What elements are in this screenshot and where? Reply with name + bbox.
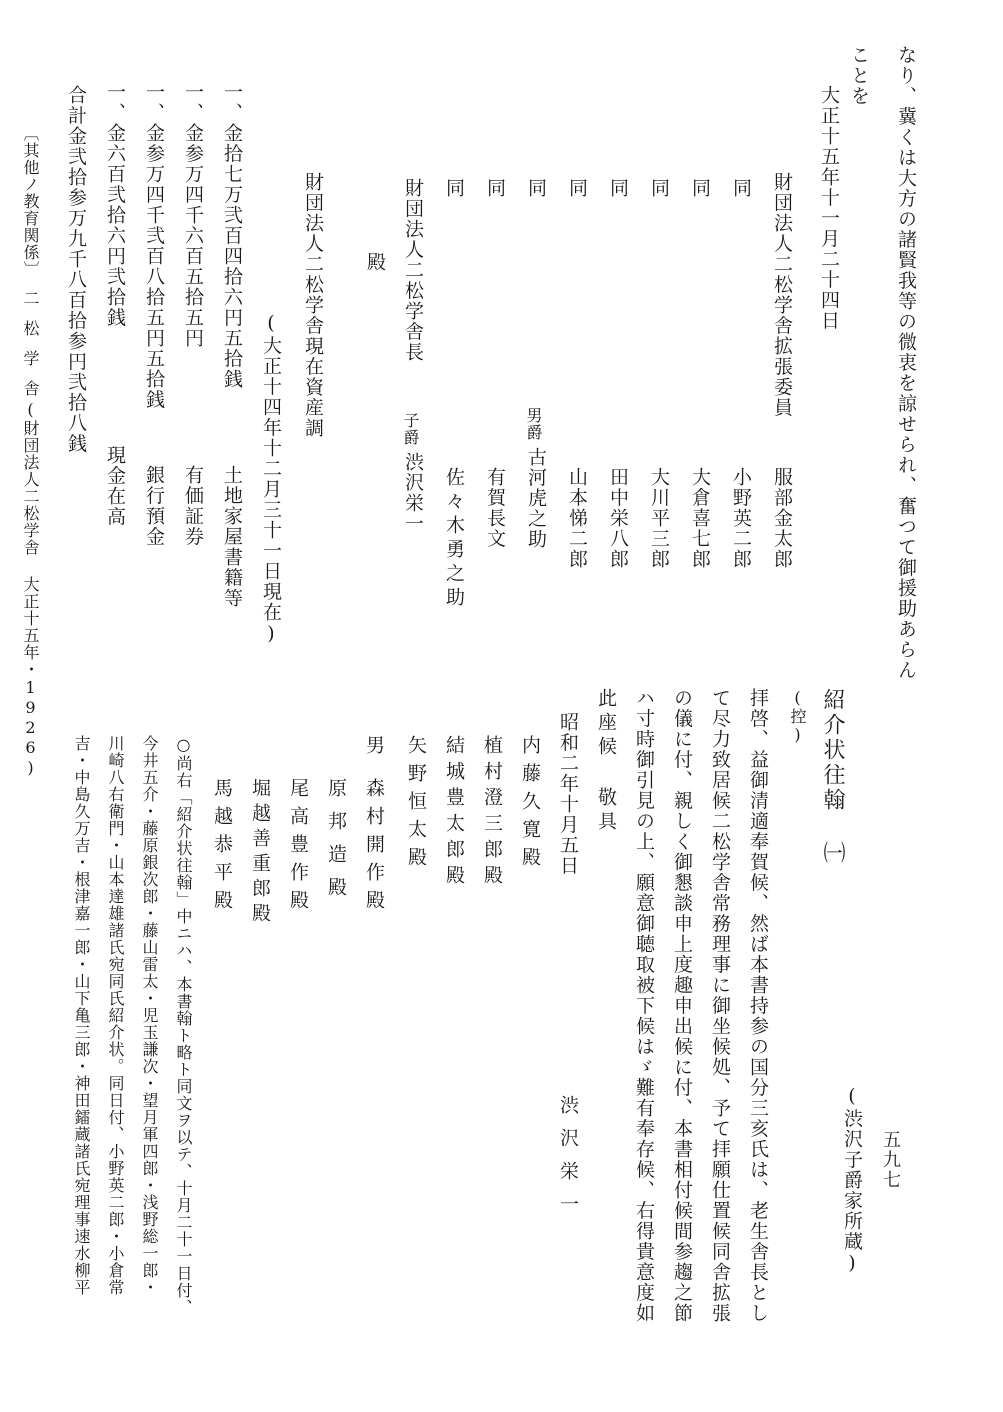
member-name: 佐々木勇之助 [443,467,465,611]
note-line: 吉・中島久万吉・根津嘉一郎・山下亀三郎・神田鐳蔵諸氏宛理事速水柳平 [72,735,91,1296]
assets-title: 財団法人二松学舎現在資産調 [302,172,324,439]
running-source: (財団法人二松学舎 大正十五年・1926) [21,400,40,778]
letter-date: 昭和二年十月五日 [557,712,579,876]
asset-kind: 銀行預金 [143,465,165,547]
rank-title: 男 [363,735,385,756]
upper-date: 大正十五年十一月二十四日 [818,85,840,331]
page-number: 五九七 [880,1130,901,1190]
asset-amount: 一、金拾七万弐百四拾六円五拾銭 [221,82,243,390]
recipient-name: 内藤久寛殿 [519,735,541,875]
committee-title: 財団法人二松学舎拡張委員 [771,172,793,418]
member-name: 山本悌二郎 [566,467,588,570]
dono-honorific: 殿 [364,252,386,273]
note-line: ○尚右「紹介状往翰」中ニハ、本書翰ト略ト同文ヲ以テ、十月二十一日付、 [174,735,193,1316]
recipient-name: 尾高豊作殿 [287,778,309,918]
assets-as-of: (大正十四年十二月三十一日現在) [260,312,282,646]
member-name: 服部金太郎 [771,467,793,570]
member-name: 田中栄八郎 [607,467,629,570]
member-name: 渋沢栄一 [402,452,424,534]
ditto-mark: 同 [566,178,588,199]
collection-note: (渋沢子爵家所蔵) [841,1085,863,1276]
recipient-name: 矢野恒太殿 [405,735,427,875]
intro-line-1: なり、冀くは大方の諸賢我等の微衷を諒せられ、奮つて御援助あらん [895,45,917,681]
asset-kind: 有価証券 [182,465,204,547]
ditto-mark: 同 [689,178,711,199]
asset-amount: 一、金六百弐拾六円弐拾銭 [104,82,126,328]
ditto-mark: 同 [607,178,629,199]
recipient-name: 堀越善重郎殿 [249,778,271,928]
recipient-name: 植村澄三郎殿 [481,735,503,891]
note-line: 今井五介・藤原銀次郎・藤山雷太・児玉謙次・望月軍四郎・浅野総一郎・ [140,735,159,1296]
running-category: 〔其他ノ教育関係〕 [21,125,40,278]
ditto-mark: 同 [484,178,506,199]
asset-amount: 一、金参万四千弐百八拾五円五拾銭 [143,82,165,410]
letter-sender: 渋沢栄一 [557,1095,579,1227]
head-title: 財団法人二松学舎長 [402,178,424,363]
draft-mark: (控) [788,688,807,745]
ditto-mark: 同 [525,178,547,199]
recipient-name: 結城豊太郎殿 [443,735,465,891]
ditto-mark: 同 [443,178,465,199]
letter-body-line: て尽力致居候二松学舎常務理事に御坐候処、予て拝願仕置候同舎拡張 [709,688,731,1324]
letter-body-line: ハ寸時御引見の上、願意御聴取被下候はゞ難有奉存候、右得貴意度如 [633,688,655,1324]
member-name: 大川平三郎 [648,467,670,570]
asset-kind: 土地家屋書籍等 [221,465,243,609]
letter-body-line: 拝啓、益御清適奉賀候、然ば本書持参の国分三亥氏は、老生舎長とし [747,688,769,1324]
member-name: 古河虎之助 [525,447,547,550]
member-name: 小野英二郎 [730,467,752,570]
member-name: 大倉喜七郎 [689,467,711,570]
rank-title: 男爵 [524,407,543,441]
note-line: 川崎八右衛門・山本達雄諸氏宛同氏紹介状。同日付、小野英二郎・小倉常 [106,735,125,1296]
ditto-mark: 同 [730,178,752,199]
recipient-name: 馬越恭平殿 [211,778,233,918]
recipient-name: 森村開作殿 [363,778,385,918]
letter-body-line: 此座候 敬具 [595,688,617,835]
rank-title: 子爵 [401,412,420,446]
asset-total: 合計金弐拾参万九千八百拾参円弐拾八銭 [65,85,87,454]
running-org: 二松学舎 [21,290,40,410]
intro-line-2: ことを [848,45,870,107]
asset-amount: 一、金参万四千六百五拾五円 [182,82,204,349]
member-name: 有賀長文 [484,467,506,549]
letter-title: 紹介状往翰 ㈠ [820,688,845,866]
asset-kind: 現金在高 [104,445,126,527]
recipient-name: 原邦造殿 [325,778,347,910]
ditto-mark: 同 [648,178,670,199]
letter-body-line: の儀に付、親しく御懇談申上度趣申出候に付、本書相付候間参趨之節 [671,688,693,1324]
